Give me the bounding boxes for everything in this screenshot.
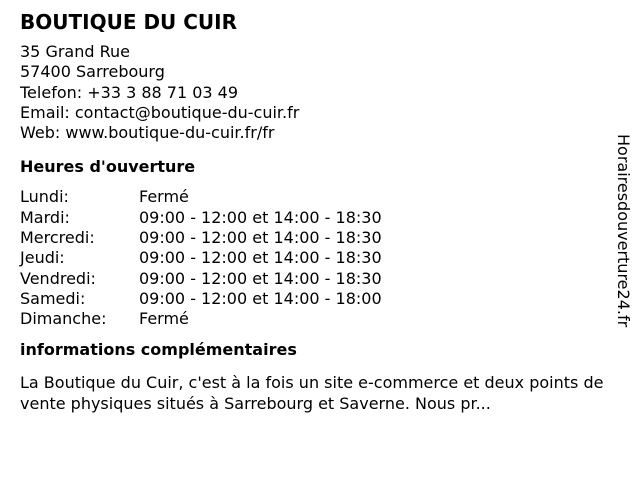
day-label: Mardi: <box>20 207 70 227</box>
day-label: Samedi: <box>20 288 86 308</box>
hours-row-monday <box>20 187 382 207</box>
street-address: 35 Grand Rue <box>20 42 130 61</box>
opening-hours-table <box>20 187 382 329</box>
business-card <box>20 10 610 414</box>
day-hours: 09:00 - 12:00 et 14:00 - 18:00 <box>139 288 382 308</box>
hours-row-thursday <box>20 248 382 268</box>
day-hours: 09:00 - 12:00 et 14:00 - 18:30 <box>139 228 382 248</box>
day-hours: Fermé <box>139 187 189 207</box>
hours-row-wednesday <box>20 228 382 248</box>
hours-row-sunday <box>20 309 382 329</box>
side-brand-watermark <box>612 134 634 374</box>
postal-city: 57400 Sarrebourg <box>20 62 165 82</box>
email-line: Email: contact@boutique-du-cuir.fr <box>20 102 300 122</box>
website-line: Web: www.boutique-du-cuir.fr/fr <box>20 123 275 143</box>
hours-row-friday <box>20 269 382 289</box>
day-label: Lundi: <box>20 187 69 207</box>
day-hours: Fermé <box>139 309 189 329</box>
day-hours: 09:00 - 12:00 et 14:00 - 18:30 <box>139 248 382 268</box>
address-block <box>20 42 610 143</box>
additional-info-text: La Boutique du Cuir, c'est à la fois un site e-commerce et deux points de vente physiques situés à Sarrebourg et Saverne. Nous pr... <box>20 372 604 413</box>
day-label: Dimanche: <box>20 309 107 329</box>
day-hours: 09:00 - 12:00 et 14:00 - 18:30 <box>139 207 382 227</box>
day-hours: 09:00 - 12:00 et 14:00 - 18:30 <box>139 268 382 288</box>
day-label: Mercredi: <box>20 228 95 248</box>
opening-hours-heading: Heures d'ouverture <box>20 157 196 177</box>
hours-row-tuesday <box>20 208 382 228</box>
day-label: Jeudi: <box>20 248 65 268</box>
additional-info-heading: informations complémentaires <box>20 339 297 359</box>
phone-line: Telefon: +33 3 88 71 03 49 <box>20 82 239 102</box>
business-name: BOUTIQUE DU CUIR <box>20 10 238 34</box>
side-brand-text: Horairesdouverture24.fr <box>614 134 633 328</box>
hours-row-saturday <box>20 289 382 309</box>
day-label: Vendredi: <box>20 268 96 288</box>
